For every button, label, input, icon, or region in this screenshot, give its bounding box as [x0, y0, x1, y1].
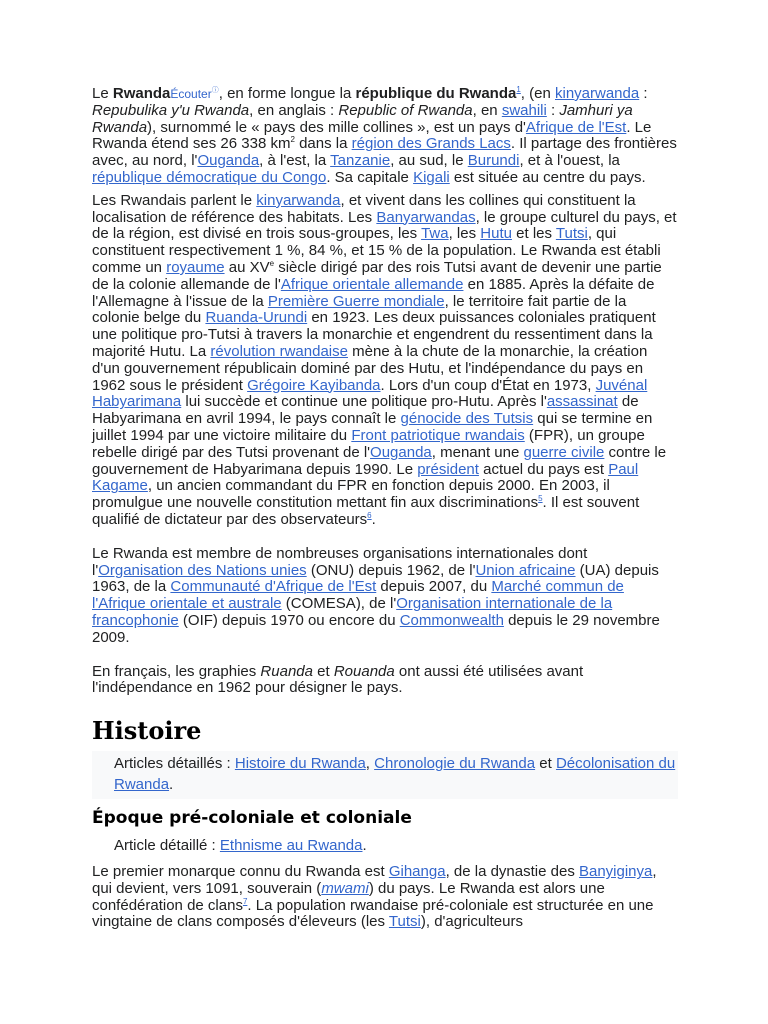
text: , en forme longue la	[218, 85, 356, 102]
link-gihanga[interactable]: Gihanga	[388, 863, 446, 881]
link-rdc[interactable]: république démocratique du Congo	[92, 168, 327, 186]
link-burundi[interactable]: Burundi	[467, 152, 520, 170]
link-premiere-guerre-mondiale[interactable]: Première Guerre mondiale	[267, 292, 445, 310]
intro-paragraph	[92, 86, 678, 187]
text: , un ancien commandant du FPR en fonction depuis 2000. En 2003, il promulgue une nouvelle constitution mettant fin aux discriminations	[92, 477, 610, 512]
text: Le premier monarque connu du Rwanda est	[92, 863, 389, 881]
text: , (en	[520, 85, 555, 102]
text: , en anglais :	[249, 101, 339, 119]
link-guerre-civile[interactable]: guerre civile	[523, 443, 605, 461]
text: est située au centre du pays.	[449, 168, 646, 186]
text: .	[169, 776, 174, 794]
article-body	[92, 86, 678, 931]
text: , et vivent dans les collines qui constituent la localisation de référence des habitats. Les	[92, 191, 636, 226]
link-onu[interactable]: Organisation des Nations unies	[98, 561, 307, 579]
link-ethnisme-au-rwanda[interactable]: Ethnisme au Rwanda	[219, 837, 363, 855]
text: , à l'est, la	[259, 152, 331, 170]
link-ouganda[interactable]: Ouganda	[370, 443, 432, 461]
text: actuel du pays est	[478, 460, 609, 478]
text: , menant une	[431, 443, 524, 461]
text: (COMESA), de l'	[281, 595, 397, 613]
link-union-africaine[interactable]: Union africaine	[475, 561, 576, 579]
text: , et à l'ouest, la	[519, 152, 620, 170]
text: :	[546, 101, 560, 119]
link-oif[interactable]: Organisation internationale de la francophonie	[92, 595, 613, 629]
text: en 1885. Après la défaite de l'Allemagne à l'issue de la	[92, 275, 655, 310]
km-superscript: 2	[290, 135, 295, 145]
link-afrique-est[interactable]: Afrique de l'Est	[525, 118, 627, 136]
century-superscript: e	[269, 258, 275, 268]
text: .	[371, 510, 376, 528]
text: ), d'agriculteurs	[420, 913, 523, 931]
text: (FPR), un groupe rebelle dirigé par des Tutsi provenant de l'	[92, 426, 645, 461]
text: ont aussi été utilisées avant l'indépendance en 1962 pour désigner le pays.	[92, 662, 584, 697]
link-twa[interactable]: Twa	[421, 225, 449, 243]
link-habyarimana[interactable]: Juvénal Habyarimana	[92, 376, 648, 411]
text: (UA) depuis 1963, de la	[92, 561, 659, 596]
text: depuis 2007, du	[376, 578, 492, 596]
link-tutsi[interactable]: Tutsi	[388, 913, 421, 931]
text: au XV	[224, 258, 270, 276]
link-chronologie-du-rwanda[interactable]: Chronologie du Rwanda	[374, 755, 536, 773]
link-tanzanie[interactable]: Tanzanie	[330, 152, 391, 170]
text: Le	[92, 85, 113, 102]
link-tutsi[interactable]: Tutsi	[555, 225, 588, 243]
text: lui succède et continue une politique pro-Hutu. Après l'	[181, 393, 547, 411]
text: , les	[448, 225, 481, 243]
mwami-text: mwami	[321, 879, 369, 897]
link-kagame[interactable]: Paul Kagame	[92, 460, 639, 495]
link-afrique-orientale-allemande[interactable]: Afrique orientale allemande	[280, 275, 464, 293]
link-president[interactable]: président	[417, 460, 479, 478]
footnote-link-5[interactable]: 5	[538, 494, 543, 504]
text: . Il partage des frontières avec, au nord, l'	[92, 135, 677, 170]
text: , qui devient, vers 1091, souverain (	[92, 863, 657, 897]
link-genocide[interactable]: génocide des Tutsis	[400, 410, 534, 428]
history-summary-paragraph	[92, 193, 678, 529]
spelling-rouanda: Rouanda	[333, 662, 395, 680]
text: . Lors d'un coup d'État en 1973,	[380, 376, 596, 394]
text: et	[312, 662, 334, 680]
swahili-name: Jamhuri ya Rwanda	[92, 101, 633, 136]
info-icon[interactable]: ⓘ	[211, 87, 219, 94]
hatnote-epoque	[92, 835, 678, 856]
text: mène à la chute de la monarchie, la création d'un gouvernement républicain dominé par des Hutu, et l'indépendance du pays en 1962 sous le président	[92, 342, 648, 394]
text: dans la	[294, 135, 352, 153]
text: En français, les graphies	[92, 662, 261, 680]
text: qui se termine en juillet 1994 par une victoire militaire du	[92, 410, 653, 444]
text: Les Rwandais parlent le	[92, 191, 257, 209]
footnote-link-7[interactable]: 7	[242, 896, 248, 906]
text: Articles détaillés :	[114, 755, 235, 773]
english-name: Republic of Rwanda	[338, 101, 473, 119]
link-banyiginya[interactable]: Banyiginya	[578, 863, 653, 881]
link-ruanda-urundi[interactable]: Ruanda-Urundi	[205, 309, 308, 327]
text: ) du pays. Le Rwanda est alors une confédération de clans	[92, 879, 605, 914]
text: (OIF) depuis 1970 ou encore du	[178, 611, 400, 629]
heading-histoire: Histoire	[92, 716, 202, 746]
listen-link[interactable]: Écouter	[170, 87, 212, 101]
link-mwami[interactable]	[321, 880, 369, 897]
text: (ONU) depuis 1962, de l'	[306, 561, 476, 579]
spelling-ruanda: Ruanda	[260, 662, 313, 680]
link-decolonisation-du-rwanda[interactable]: Décolonisation du Rwanda	[114, 755, 676, 794]
link-royaume[interactable]: royaume	[166, 258, 225, 276]
link-ouganda[interactable]: Ouganda	[197, 152, 260, 170]
text: , le groupe culturel du pays, et de la région, est divisé en trois sous-groupes, les	[92, 208, 677, 243]
link-hutu[interactable]: Hutu	[480, 225, 512, 243]
link-eac[interactable]: Communauté d'Afrique de l'Est	[170, 578, 377, 596]
article-name: Rwanda	[112, 85, 171, 102]
text: et les	[511, 225, 556, 243]
text: de Habyarimana en avril 1994, le pays connaît le	[92, 393, 639, 428]
link-comesa[interactable]: Marché commun de l'Afrique orientale et australe	[92, 578, 624, 613]
text: , le territoire fait partie de la colonie belge du	[92, 292, 627, 327]
link-fpr[interactable]: Front patriotique rwandais	[351, 426, 525, 444]
text: ,	[365, 755, 375, 773]
text: . Sa capitale	[326, 168, 414, 186]
link-histoire-du-rwanda[interactable]: Histoire du Rwanda	[234, 755, 366, 773]
kinyarwanda-name: Repubulika y'u Rwanda	[92, 101, 250, 119]
text: . La population rwandaise pré-coloniale est structurée en une vingtaine de clans composés d'éleveurs (les	[92, 896, 654, 931]
text: en 1923. Les deux puissances coloniales pratiquent une politique pro-Tutsi à travers la monarchie et engendrent du ressentiment dans la majorité Hutu. La	[92, 309, 656, 360]
text: et	[535, 755, 556, 773]
text: , en	[472, 101, 502, 119]
text: . Il est souvent qualifié de dictateur par des observateurs	[92, 494, 640, 528]
link-kigali[interactable]: Kigali	[413, 168, 450, 186]
link-kinyarwanda[interactable]: kinyarwanda	[554, 85, 640, 102]
heading-epoque-precoloniale: Époque pré-coloniale et coloniale	[92, 808, 412, 829]
text: depuis le 29 novembre 2009.	[92, 611, 660, 646]
link-grands-lacs[interactable]: région des Grands Lacs	[351, 135, 511, 153]
organizations-paragraph	[92, 546, 678, 647]
text: . Le Rwanda étend ses 26 338 km	[92, 118, 652, 153]
text: , de la dynastie des	[445, 863, 579, 881]
monarchy-paragraph	[92, 864, 678, 931]
text: ), surnommé le « pays des mille collines », est un pays d'	[147, 118, 526, 136]
link-revolution-rwandaise[interactable]: révolution rwandaise	[210, 342, 348, 360]
text: , qui constituent respectivement 1 %, 84 %, et 15 % de la population. Le Rwanda est établi comme un	[92, 225, 661, 276]
footnote-link-6[interactable]: 6	[367, 510, 372, 520]
text: contre le gouvernement de Habyarimana depuis 1990. Le	[92, 443, 667, 478]
link-banyarwandas[interactable]: Banyarwandas	[376, 208, 476, 226]
link-assassinat[interactable]: assassinat	[546, 393, 618, 411]
text: siècle dirigé par des rois Tutsi avant de devenir une partie de la colonie allemande de l'	[92, 258, 662, 293]
hatnote-histoire	[92, 751, 678, 799]
text: .	[362, 837, 367, 855]
link-kayibanda[interactable]: Grégoire Kayibanda	[247, 376, 381, 394]
link-kinyarwanda[interactable]: kinyarwanda	[256, 191, 341, 209]
link-swahili[interactable]: swahili	[501, 101, 547, 119]
text: , au sud, le	[390, 152, 468, 170]
text: Le Rwanda est membre de nombreuses organisations internationales dont l'	[92, 544, 588, 579]
text: :	[639, 85, 648, 102]
french-spelling-paragraph	[92, 664, 678, 698]
footnote-link-1[interactable]: 1	[516, 85, 521, 94]
text: Article détaillé :	[114, 837, 220, 855]
long-name: république du Rwanda	[355, 85, 517, 102]
link-commonwealth[interactable]: Commonwealth	[399, 611, 504, 629]
